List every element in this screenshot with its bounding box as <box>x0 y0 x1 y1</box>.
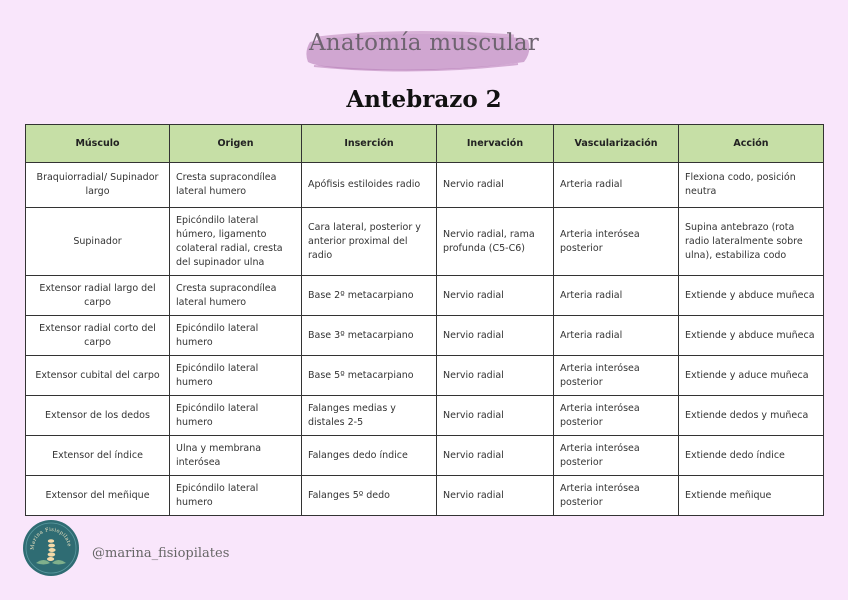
origin-cell: Epicóndilo lateral humero <box>170 476 302 516</box>
innervation-cell: Nervio radial <box>437 356 554 396</box>
muscle-cell: Extensor de los dedos <box>26 396 170 436</box>
vascularization-cell: Arteria radial <box>554 163 679 208</box>
column-header: Origen <box>170 125 302 163</box>
innervation-cell: Nervio radial <box>437 476 554 516</box>
origin-cell: Epicóndilo lateral húmero, ligamento colateral radial, cresta del supinador ulna <box>170 208 302 276</box>
vascularization-cell: Arteria interósea posterior <box>554 356 679 396</box>
origin-cell: Epicóndilo lateral humero <box>170 356 302 396</box>
muscle-cell: Extensor del índice <box>26 436 170 476</box>
origin-cell: Epicóndilo lateral humero <box>170 396 302 436</box>
innervation-cell: Nervio radial <box>437 396 554 436</box>
innervation-cell: Nervio radial <box>437 316 554 356</box>
origin-cell: Epicóndilo lateral humero <box>170 316 302 356</box>
origin-cell: Cresta supracondílea lateral humero <box>170 163 302 208</box>
vascularization-cell: Arteria interósea posterior <box>554 396 679 436</box>
vascularization-cell: Arteria radial <box>554 276 679 316</box>
insertion-cell: Falanges dedo índice <box>302 436 437 476</box>
table-row <box>26 208 824 276</box>
column-header: Inervación <box>437 125 554 163</box>
vascularization-cell: Arteria radial <box>554 316 679 356</box>
table-row <box>26 356 824 396</box>
table-header-row <box>26 125 824 163</box>
origin-cell: Cresta supracondílea lateral humero <box>170 276 302 316</box>
origin-cell: Ulna y membrana interósea <box>170 436 302 476</box>
page-title: Anatomía muscular <box>309 30 539 56</box>
action-cell: Extiende y abduce muñeca <box>679 316 824 356</box>
table-row <box>26 476 824 516</box>
page-subtitle: Antebrazo 2 <box>346 86 502 113</box>
insertion-cell: Falanges 5º dedo <box>302 476 437 516</box>
action-cell: Extiende meñique <box>679 476 824 516</box>
svg-text:Marina Fisiopilates: Marina Fisiopilate <box>29 526 72 550</box>
table-row <box>26 163 824 208</box>
vascularization-cell: Arteria interósea posterior <box>554 476 679 516</box>
innervation-cell: Nervio radial <box>437 436 554 476</box>
title-block <box>0 22 848 78</box>
column-header: Músculo <box>26 125 170 163</box>
table-row <box>26 396 824 436</box>
action-cell: Extiende dedo índice <box>679 436 824 476</box>
vascularization-cell: Arteria interósea posterior <box>554 208 679 276</box>
muscle-cell: Extensor del meñique <box>26 476 170 516</box>
muscle-cell: Braquiorradial/ Supinador largo <box>26 163 170 208</box>
insertion-cell: Apófisis estiloides radio <box>302 163 437 208</box>
action-cell: Supina antebrazo (rota radio lateralmente sobre ulna), estabiliza codo <box>679 208 824 276</box>
muscle-cell: Extensor cubital del carpo <box>26 356 170 396</box>
spine-logo-icon <box>22 519 80 577</box>
innervation-cell: Nervio radial <box>437 276 554 316</box>
insertion-cell: Cara lateral, posterior y anterior proximal del radio <box>302 208 437 276</box>
action-cell: Extiende dedos y muñeca <box>679 396 824 436</box>
muscle-table <box>25 124 824 516</box>
column-header: Acción <box>679 125 824 163</box>
action-cell: Flexiona codo, posición neutra <box>679 163 824 208</box>
insertion-cell: Falanges medias y distales 2-5 <box>302 396 437 436</box>
innervation-cell: Nervio radial, rama profunda (C5-C6) <box>437 208 554 276</box>
table-row <box>26 436 824 476</box>
insertion-cell: Base 2º metacarpiano <box>302 276 437 316</box>
insertion-cell: Base 5º metacarpiano <box>302 356 437 396</box>
muscle-cell: Extensor radial largo del carpo <box>26 276 170 316</box>
muscle-cell: Supinador <box>26 208 170 276</box>
vascularization-cell: Arteria interósea posterior <box>554 436 679 476</box>
action-cell: Extiende y aduce muñeca <box>679 356 824 396</box>
insertion-cell: Base 3º metacarpiano <box>302 316 437 356</box>
action-cell: Extiende y abduce muñeca <box>679 276 824 316</box>
column-header: Inserción <box>302 125 437 163</box>
author-handle: @marina_fisiopilates <box>92 546 230 561</box>
muscle-cell: Extensor radial corto del carpo <box>26 316 170 356</box>
table-row <box>26 316 824 356</box>
column-header: Vascularización <box>554 125 679 163</box>
table-row <box>26 276 824 316</box>
innervation-cell: Nervio radial <box>437 163 554 208</box>
